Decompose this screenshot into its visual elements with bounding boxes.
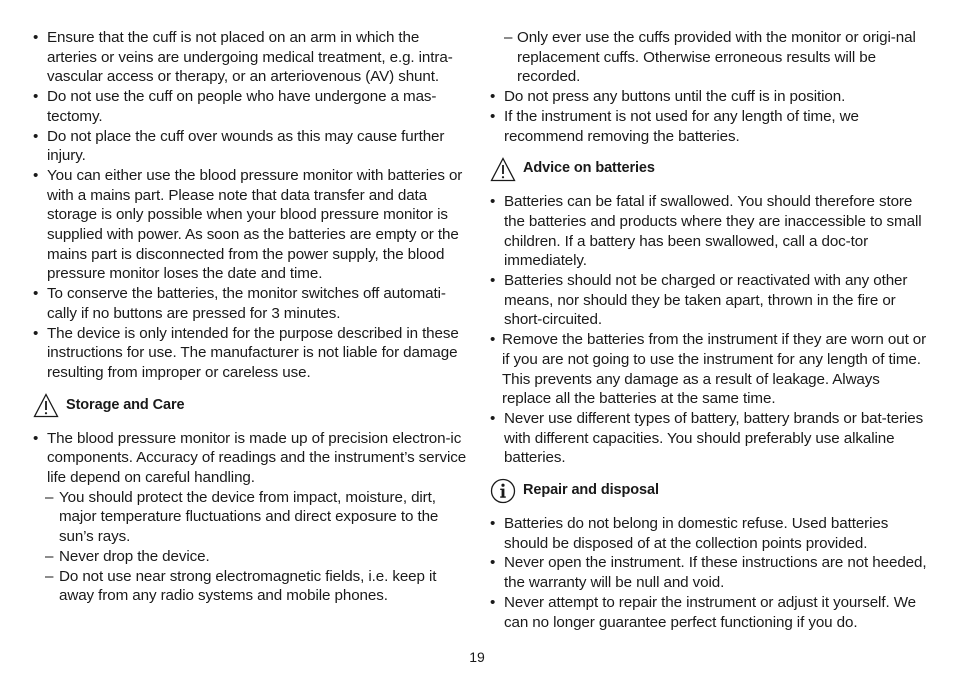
list-item-text: Never open the instrument. If these instructions are not heeded, the warranty will be null and void. [504,554,927,592]
bullet-mark: • [490,193,496,211]
bullet-mark: • [33,429,39,447]
bullet-mark: • [33,285,39,303]
list-item [490,553,930,592]
storage-heading [33,389,473,423]
list-item [490,87,930,107]
bullet-mark: • [490,88,496,106]
list-item [33,284,473,323]
repair-heading [490,474,930,508]
dash-mark: – [45,488,54,506]
list-item-text: Batteries should not be charged or reactivated with any other means, nor should they be taken apart, thrown in the fire or short-circuited. [504,272,908,329]
list-item-text: Ensure that the cuff is not placed on an arm in which the arteries or veins are undergoing medical treatment, e.g. intra-vascular access or therapy, or an arteriovenous (AV) shunt. [47,29,453,86]
dash-item [33,567,473,606]
section-title: Storage and Care [66,396,185,413]
left-column [33,28,473,606]
bullet-mark: • [490,515,496,533]
list-item [33,166,473,284]
list-item-text: The device is only intended for the purpose described in these instructions for use. The manufacturer is not liable for damage resulting from improper or careless use. [47,324,459,381]
list-item [490,514,930,553]
warning-triangle-icon [33,393,59,418]
bullet-mark: • [33,88,39,106]
list-item-text: Batteries can be fatal if swallowed. You should therefore store the batteries and products where they are inaccessible to small children. If a battery has been swallowed, call a doc-tor immediately. [504,193,922,270]
dash-mark: – [45,547,54,565]
list-item [33,429,473,488]
list-item [33,28,473,87]
list-item [33,87,473,126]
list-item [490,330,930,409]
dash-mark: – [504,29,513,46]
dash-item [33,547,473,567]
list-item-text: Batteries do not belong in domestic refuse. Used batteries should be disposed of at the collection points provided. [504,515,889,552]
dash-item-text: Do not use near strong electromagnetic fields, i.e. keep it away from any radio systems and mobile phones. [59,567,437,605]
list-item-text: Do not use the cuff on people who have undergone a mas-tectomy. [47,88,437,125]
list-item [33,324,473,383]
dash-item-text: You should protect the device from impact, moisture, dirt, major temperature fluctuations and direct exposure to the sun’s rays. [59,488,439,546]
dash-item [33,488,473,547]
section-title: Repair and disposal [523,482,659,499]
bullet-mark: • [33,127,39,145]
bullet-mark: • [33,324,39,342]
page-number: 19 [469,649,485,665]
list-item [490,107,930,146]
dash-item [490,28,930,87]
info-circle-icon [490,478,516,504]
warning-triangle-icon [490,157,516,182]
list-item-text: Never attempt to repair the instrument or adjust it yourself. We can no longer guarantee perfect functioning if you do. [504,593,916,631]
dash-item-text: Never drop the device. [59,547,210,565]
list-item [490,409,930,468]
bullet-mark: • [490,331,496,349]
list-item-text: Do not place the cuff over wounds as this may cause further injury. [47,127,445,165]
list-item-text: To conserve the batteries, the monitor switches off automati-cally if no buttons are pressed for 3 minutes. [47,285,446,322]
list-item [490,192,930,271]
section-title: Advice on batteries [523,160,655,177]
bullet-mark: • [490,409,496,427]
list-item [490,593,930,632]
bullet-mark: • [490,554,496,572]
bullet-mark: • [33,29,39,46]
list-item-text: Do not press any buttons until the cuff is in position. [504,88,846,106]
list-item-text: You can either use the blood pressure monitor with batteries or with a mains part. Please note that data transfer and data storage is only possible when your blood pressure monitor is supplied with power. As soon as the batteries are empty or the mains part is disconnected from the power supply, the blood pressure monitor loses the date and time. [47,166,463,283]
dash-mark: – [45,567,54,585]
list-item [33,127,473,166]
list-item-text: The blood pressure monitor is made up of precision electron-ic components. Accuracy of readings and the instrument’s service life depend on careful handling. [47,429,467,487]
list-item-text: Remove the batteries from the instrument if they are worn out or if you are not going to use the instrument for any length of time. This prevents any damage as a result of leakage. Always replace all the batteries at the same time. [502,331,927,408]
bullet-mark: • [33,166,39,184]
batteries-heading [490,152,930,186]
bullet-mark: • [490,593,496,611]
right-column [490,28,930,632]
bullet-mark: • [490,107,496,125]
list-item [490,271,930,330]
dash-item-text: Only ever use the cuffs provided with the monitor or origi-nal replacement cuffs. Otherwise erroneous results will be recorded. [517,29,916,86]
list-item-text: If the instrument is not used for any length of time, we recommend removing the batteries. [504,107,859,145]
list-item-text: Never use different types of battery, battery brands or bat-teries with different capacities. You should preferably use alkaline batteries. [504,409,924,467]
bullet-mark: • [490,272,496,290]
